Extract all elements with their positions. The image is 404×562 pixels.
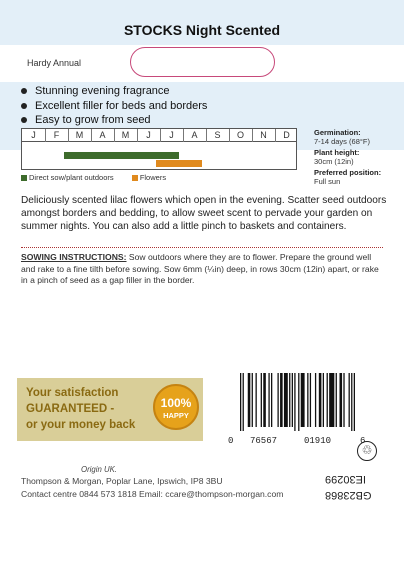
- germination-label: Germination:: [314, 128, 361, 137]
- feature-item: Stunning evening fragrance: [19, 84, 207, 99]
- flowering-period-bar: [156, 160, 202, 167]
- price-oval: [130, 47, 275, 77]
- guarantee-line-3: or your money back: [26, 419, 136, 431]
- calendar-legend: [21, 173, 166, 182]
- recycle-icon: ♲: [357, 441, 377, 461]
- guarantee-box: [17, 378, 203, 441]
- calendar-month-label: M: [75, 130, 84, 140]
- barcode-trail-digit: 6: [360, 436, 366, 446]
- calendar-month-label: N: [260, 130, 267, 140]
- feature-item: Excellent filler for beds and borders: [19, 99, 207, 114]
- description: Deliciously scented lilac flowers which open in the evening. Scatter seed outdoors amongst borders and bedding, to allow sweet scent to pervade your garden on summer nights. You can also add a little pinch to baskets and containers.: [21, 195, 387, 233]
- legend-flowers-label: Flowers: [139, 173, 167, 182]
- guarantee-line-1: Your satisfaction: [26, 387, 119, 399]
- height-value: 30cm (12in): [314, 157, 354, 166]
- calendar-month-label: J: [146, 130, 151, 140]
- calendar-month-label: O: [236, 130, 244, 140]
- growing-info: [314, 128, 381, 186]
- guarantee-line-2: GUARANTEED -: [26, 403, 115, 415]
- barcode-left-digits: 76567: [250, 436, 278, 446]
- bullet-icon: [21, 117, 27, 123]
- happy-seal-icon: [153, 384, 199, 430]
- calendar-month-label: M: [121, 130, 130, 140]
- company-address: Thompson & Morgan, Poplar Lane, Ipswich, IP8 3BU: [21, 476, 223, 486]
- feature-list: [19, 84, 207, 128]
- calendar-month-label: F: [53, 130, 60, 140]
- dotted-divider: [21, 247, 383, 248]
- product-title: STOCKS Night Scented: [123, 22, 281, 38]
- calendar-month-label: D: [283, 130, 290, 140]
- barcode-right-digits: 01910: [304, 436, 332, 446]
- seal-percent: 100%: [160, 396, 192, 410]
- seal-text: HAPPY: [163, 411, 189, 420]
- position-value: Full sun: [314, 177, 341, 186]
- position-label: Preferred position:: [314, 168, 382, 177]
- calendar-month-label: J: [31, 130, 36, 140]
- barcode-lead-digit: 0: [228, 436, 234, 446]
- flowers-swatch-icon: [132, 175, 138, 181]
- sowing-instructions: [21, 252, 387, 287]
- product-code-ie: IE30299: [325, 473, 366, 485]
- bullet-icon: [21, 103, 27, 109]
- sowing-label: SOWING INSTRUCTIONS:: [21, 252, 127, 262]
- calendar-month-label: S: [214, 130, 221, 140]
- calendar-month-row: [22, 129, 296, 142]
- germination-value: 7-14 days (68°F): [314, 137, 370, 146]
- sowing-text: Sow outdoors where they are to flower. Prepare the ground well and rake to a fine tilth before sowing. Sow 6mm (¼in) deep, in rows 30cm (12in) apart, or rake in a pinch of seed as a gap filler in the border.: [21, 252, 379, 285]
- sow-swatch-icon: [21, 175, 27, 181]
- calendar-month-label: J: [169, 130, 174, 140]
- feature-item: Easy to grow from seed: [19, 113, 207, 128]
- calendar-month-label: A: [191, 130, 198, 140]
- product-code-gb: GB23868: [325, 489, 372, 501]
- contact-details: Contact centre 0844 573 1818 Email: ccare@thompson-morgan.com: [21, 489, 284, 499]
- sowing-calendar: [21, 128, 297, 170]
- bullet-icon: [21, 88, 27, 94]
- legend-sow-label: Direct sow/plant outdoors: [29, 173, 114, 182]
- origin-label: Origin UK.: [81, 465, 117, 474]
- sow-period-bar: [64, 152, 179, 159]
- calendar-month-label: A: [99, 130, 106, 140]
- barcode-icon: [238, 373, 357, 431]
- plant-type-label: Hardy Annual: [27, 58, 82, 68]
- height-label: Plant height:: [314, 148, 360, 157]
